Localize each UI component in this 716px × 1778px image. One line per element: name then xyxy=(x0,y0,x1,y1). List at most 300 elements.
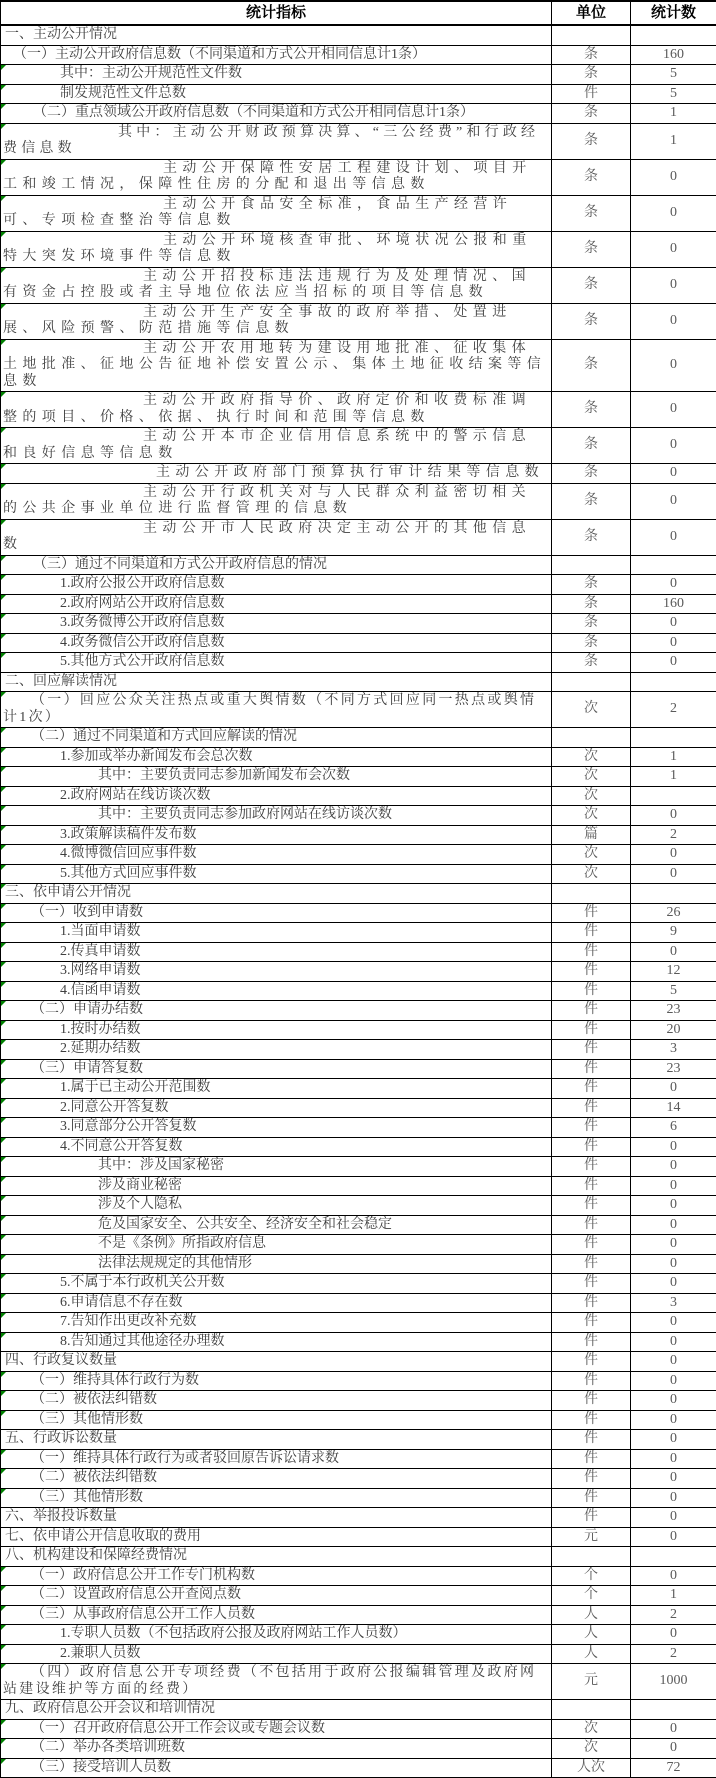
unit-cell: 件 xyxy=(552,1332,631,1352)
unit-cell: 条 xyxy=(552,575,631,595)
table-body xyxy=(1,25,716,1778)
header-row xyxy=(1,1,716,25)
table-row xyxy=(1,806,716,826)
count-cell: 0 xyxy=(631,464,716,484)
indicator-label: 六、举报投诉数量 xyxy=(5,1509,117,1524)
count-cell: 0 xyxy=(631,1566,716,1586)
count-cell: 5 xyxy=(631,981,716,1001)
cell-error-triangle-icon xyxy=(1,1196,6,1201)
cell-error-triangle-icon xyxy=(1,1313,6,1318)
indicator-cell xyxy=(1,1719,552,1739)
count-cell: 5 xyxy=(631,65,716,85)
count-cell: 0 xyxy=(631,231,716,267)
table-row xyxy=(1,1566,716,1586)
indicator-label: 五、行政诉讼数量 xyxy=(5,1431,117,1446)
indicator-cell xyxy=(1,1488,552,1508)
unit-cell: 次 xyxy=(552,1719,631,1739)
table-row xyxy=(1,1644,716,1664)
cell-error-triangle-icon xyxy=(1,923,6,928)
count-cell: 0 xyxy=(631,1137,716,1157)
table-row xyxy=(1,1488,716,1508)
indicator-cell xyxy=(1,594,552,614)
cell-error-triangle-icon xyxy=(1,556,6,561)
count-cell: 1 xyxy=(631,1586,716,1606)
table-row xyxy=(1,845,716,865)
indicator-cell xyxy=(1,159,552,195)
table-row xyxy=(1,981,716,1001)
indicator-label: 主动公开食品安全标准，食品生产经营许可、专项检查整治等信息数 xyxy=(3,197,512,229)
count-cell: 160 xyxy=(631,45,716,65)
count-cell: 14 xyxy=(631,1098,716,1118)
unit-cell: 条 xyxy=(552,267,631,303)
indicator-label: 主动公开保障性安居工程建设计划、项目开工和竣工情况，保障性住房的分配和退出等信息数 xyxy=(3,161,532,193)
indicator-label: （二）设置政府信息公开查阅点数 xyxy=(31,1587,241,1602)
indicator-label: 4.信函申请数 xyxy=(60,983,141,998)
indicator-cell xyxy=(1,1391,552,1411)
table-row xyxy=(1,159,716,195)
indicator-cell xyxy=(1,1215,552,1235)
cell-error-triangle-icon xyxy=(1,1450,6,1455)
count-cell: 1 xyxy=(631,123,716,159)
indicator-cell xyxy=(1,25,552,45)
table-row xyxy=(1,786,716,806)
count-cell: 0 xyxy=(631,1235,716,1255)
table-row xyxy=(1,1098,716,1118)
table-row xyxy=(1,1700,716,1720)
count-cell: 0 xyxy=(631,653,716,673)
table-row xyxy=(1,923,716,943)
unit-cell: 件 xyxy=(552,1352,631,1372)
table-row xyxy=(1,1137,716,1157)
indicator-label: （二）通过不同渠道和方式回应解读的情况 xyxy=(31,729,297,744)
count-cell: 0 xyxy=(631,1254,716,1274)
unit-cell xyxy=(552,1547,631,1567)
cell-error-triangle-icon xyxy=(1,1606,6,1611)
table-row xyxy=(1,575,716,595)
unit-cell: 件 xyxy=(552,962,631,982)
indicator-cell xyxy=(1,1157,552,1177)
col-header-count: 统计数 xyxy=(631,1,716,25)
table-row xyxy=(1,84,716,104)
count-cell xyxy=(631,555,716,575)
indicator-label: 其中：主要负责同志参加政府网站在线访谈次数 xyxy=(98,807,392,822)
unit-cell: 次 xyxy=(552,692,631,728)
cell-error-triangle-icon xyxy=(1,1060,6,1065)
table-row xyxy=(1,653,716,673)
indicator-label: 3.政务微博公开政府信息数 xyxy=(60,615,225,630)
indicator-cell xyxy=(1,825,552,845)
unit-cell: 件 xyxy=(552,1020,631,1040)
indicator-label: 4.不同意公开答复数 xyxy=(60,1139,183,1154)
count-cell: 23 xyxy=(631,1059,716,1079)
indicator-cell xyxy=(1,672,552,692)
col-header-indicator: 统计指标 xyxy=(1,1,552,25)
cell-error-triangle-icon xyxy=(1,1720,6,1725)
indicator-cell xyxy=(1,1449,552,1469)
count-cell: 1 xyxy=(631,767,716,787)
cell-error-triangle-icon xyxy=(1,982,6,987)
indicator-cell xyxy=(1,1274,552,1294)
indicator-cell xyxy=(1,555,552,575)
cell-error-triangle-icon xyxy=(1,1469,6,1474)
cell-error-triangle-icon xyxy=(1,520,6,525)
cell-error-triangle-icon xyxy=(1,692,6,697)
count-cell: 2 xyxy=(631,1605,716,1625)
indicator-label: 八、机构建设和保障经费情况 xyxy=(5,1548,187,1563)
unit-cell: 次 xyxy=(552,1739,631,1759)
indicator-label: 主动公开政府指导价、政府定价和收费标准调整的项目、价格、依据、执行时间和范围等信息数 xyxy=(3,393,531,425)
indicator-label: 2.延期办结数 xyxy=(60,1041,141,1056)
unit-cell: 人次 xyxy=(552,1758,631,1778)
cell-error-triangle-icon xyxy=(1,595,6,600)
indicator-label: 七、依申请公开信息收取的费用 xyxy=(5,1529,201,1544)
indicator-cell xyxy=(1,942,552,962)
count-cell: 6 xyxy=(631,1118,716,1138)
count-cell: 160 xyxy=(631,594,716,614)
count-cell: 23 xyxy=(631,1001,716,1021)
indicator-cell xyxy=(1,845,552,865)
unit-cell: 件 xyxy=(552,981,631,1001)
cell-error-triangle-icon xyxy=(1,865,6,870)
count-cell: 0 xyxy=(631,483,716,519)
count-cell: 3 xyxy=(631,1293,716,1313)
indicator-label: （一）主动公开政府信息数（不同渠道和方式公开相同信息计1条） xyxy=(13,47,426,62)
indicator-label: 主动公开政府部门预算执行审计结果等信息数 xyxy=(156,465,544,480)
table-row xyxy=(1,339,716,392)
count-cell: 0 xyxy=(631,1469,716,1489)
indicator-label: 涉及个人隐私 xyxy=(98,1197,182,1212)
indicator-label: 主动公开农用地转为建设用地批准、征收集体土地批准、征地公告征地补偿安置公示、集体土地征收结案等信息数 xyxy=(3,341,546,389)
count-cell: 9 xyxy=(631,923,716,943)
table-row xyxy=(1,633,716,653)
indicator-label: 危及国家安全、公共安全、经济安全和社会稳定 xyxy=(98,1217,392,1232)
indicator-cell xyxy=(1,1001,552,1021)
indicator-cell xyxy=(1,884,552,904)
table-row xyxy=(1,1079,716,1099)
table-row xyxy=(1,1274,716,1294)
indicator-label: 主动公开环境核查审批、环境状况公报和重特大突发环境事件等信息数 xyxy=(3,233,532,265)
unit-cell: 件 xyxy=(552,1430,631,1450)
unit-cell: 件 xyxy=(552,1196,631,1216)
unit-cell: 条 xyxy=(552,483,631,519)
cell-error-triangle-icon xyxy=(1,304,6,309)
unit-cell: 件 xyxy=(552,1254,631,1274)
count-cell: 0 xyxy=(631,845,716,865)
indicator-cell xyxy=(1,1371,552,1391)
unit-cell: 条 xyxy=(552,594,631,614)
cell-error-triangle-icon xyxy=(1,1099,6,1104)
table-row xyxy=(1,267,716,303)
cell-error-triangle-icon xyxy=(1,1333,6,1338)
table-row xyxy=(1,1719,716,1739)
indicator-cell xyxy=(1,1293,552,1313)
table-row xyxy=(1,1586,716,1606)
table-row xyxy=(1,25,716,45)
cell-error-triangle-icon xyxy=(1,104,6,109)
cell-error-triangle-icon xyxy=(1,1274,6,1279)
cell-error-triangle-icon xyxy=(1,748,6,753)
table-row xyxy=(1,1157,716,1177)
indicator-cell xyxy=(1,1410,552,1430)
count-cell: 0 xyxy=(631,1410,716,1430)
indicator-cell xyxy=(1,195,552,231)
indicator-cell xyxy=(1,1332,552,1352)
count-cell: 72 xyxy=(631,1758,716,1778)
indicator-label: （二）申请办结数 xyxy=(31,1002,143,1017)
cell-error-triangle-icon xyxy=(1,653,6,658)
indicator-label: 四、行政复议数量 xyxy=(5,1353,117,1368)
unit-cell: 条 xyxy=(552,159,631,195)
indicator-label: （一）召开政府信息公开工作会议或专题会议数 xyxy=(31,1721,325,1736)
unit-cell: 次 xyxy=(552,747,631,767)
cell-error-triangle-icon xyxy=(1,428,6,433)
indicator-label: 三、依申请公开情况 xyxy=(5,885,131,900)
indicator-cell xyxy=(1,1566,552,1586)
table-row xyxy=(1,1391,716,1411)
table-row xyxy=(1,767,716,787)
indicator-label: （三）通过不同渠道和方式公开政府信息的情况 xyxy=(33,557,327,572)
indicator-cell xyxy=(1,1313,552,1333)
unit-cell: 条 xyxy=(552,339,631,392)
unit-cell: 次 xyxy=(552,767,631,787)
indicator-label: 主动公开本市企业信用信息系统中的警示信息和良好信息等信息数 xyxy=(3,429,531,461)
count-cell: 0 xyxy=(631,1371,716,1391)
count-cell: 0 xyxy=(631,303,716,339)
indicator-label: 1.专职人员数（不包括政府公报及政府网站工作人员数） xyxy=(60,1626,407,1641)
table-row xyxy=(1,555,716,575)
indicator-label: 其中：涉及国家秘密 xyxy=(98,1158,224,1173)
indicator-cell xyxy=(1,303,552,339)
indicator-cell xyxy=(1,1059,552,1079)
count-cell: 0 xyxy=(631,1215,716,1235)
count-cell xyxy=(631,786,716,806)
table-row xyxy=(1,1332,716,1352)
table-row xyxy=(1,303,716,339)
count-cell: 0 xyxy=(631,1176,716,1196)
count-cell: 0 xyxy=(631,1352,716,1372)
cell-error-triangle-icon xyxy=(1,943,6,948)
indicator-cell xyxy=(1,1352,552,1372)
unit-cell: 件 xyxy=(552,1235,631,1255)
table-row xyxy=(1,1527,716,1547)
indicator-label: 二、回应解读情况 xyxy=(5,674,117,689)
cell-error-triangle-icon xyxy=(1,1586,6,1591)
unit-cell: 件 xyxy=(552,1410,631,1430)
count-cell: 0 xyxy=(631,428,716,464)
table-row xyxy=(1,614,716,634)
indicator-cell xyxy=(1,339,552,392)
indicator-cell xyxy=(1,981,552,1001)
indicator-label: 2.政府网站公开政府信息数 xyxy=(60,596,225,611)
cell-error-triangle-icon xyxy=(1,634,6,639)
unit-cell: 件 xyxy=(552,1313,631,1333)
indicator-cell xyxy=(1,1644,552,1664)
unit-cell: 件 xyxy=(552,1001,631,1021)
unit-cell: 次 xyxy=(552,806,631,826)
count-cell: 1000 xyxy=(631,1664,716,1700)
indicator-cell xyxy=(1,1700,552,1720)
indicator-cell xyxy=(1,392,552,428)
indicator-cell xyxy=(1,1430,552,1450)
cell-error-triangle-icon xyxy=(1,232,6,237)
count-cell: 0 xyxy=(631,1313,716,1333)
cell-error-triangle-icon xyxy=(1,845,6,850)
unit-cell: 件 xyxy=(552,1137,631,1157)
cell-error-triangle-icon xyxy=(1,1567,6,1572)
unit-cell: 条 xyxy=(552,45,631,65)
indicator-label: 3.同意部分公开答复数 xyxy=(60,1119,197,1134)
count-cell: 2 xyxy=(631,1644,716,1664)
cell-error-triangle-icon xyxy=(1,787,6,792)
unit-cell xyxy=(552,1700,631,1720)
unit-cell: 件 xyxy=(552,1293,631,1313)
indicator-label: （二）举办各类培训班数 xyxy=(31,1740,185,1755)
count-cell: 0 xyxy=(631,1391,716,1411)
count-cell: 0 xyxy=(631,1625,716,1645)
count-cell xyxy=(631,25,716,45)
table-row xyxy=(1,1625,716,1645)
indicator-cell xyxy=(1,653,552,673)
cell-error-triangle-icon xyxy=(1,1489,6,1494)
count-cell: 0 xyxy=(631,575,716,595)
indicator-cell xyxy=(1,1196,552,1216)
unit-cell: 个 xyxy=(552,1566,631,1586)
cell-error-triangle-icon xyxy=(1,575,6,580)
table-row xyxy=(1,1605,716,1625)
table-row xyxy=(1,728,716,748)
count-cell: 0 xyxy=(631,614,716,634)
count-cell xyxy=(631,672,716,692)
indicator-label: 4.政务微信公开政府信息数 xyxy=(60,635,225,650)
indicator-label: 主动公开生产安全事故的政府举措、处置进展、风险预警、防范措施等信息数 xyxy=(3,305,512,337)
table-row xyxy=(1,1547,716,1567)
cell-error-triangle-icon xyxy=(1,826,6,831)
cell-error-triangle-icon xyxy=(1,767,6,772)
indicator-cell xyxy=(1,104,552,124)
indicator-label: 不是《条例》所指政府信息 xyxy=(98,1236,266,1251)
cell-error-triangle-icon xyxy=(1,392,6,397)
cell-error-triangle-icon xyxy=(1,1294,6,1299)
indicator-cell xyxy=(1,786,552,806)
cell-error-triangle-icon xyxy=(1,1118,6,1123)
unit-cell: 件 xyxy=(552,1274,631,1294)
indicator-label: （一）收到申请数 xyxy=(31,905,143,920)
table-row xyxy=(1,962,716,982)
indicator-label: （一）维持具体行政行为或者驳回原告诉讼请求数 xyxy=(31,1451,339,1466)
table-row xyxy=(1,1664,716,1700)
cell-error-triangle-icon xyxy=(1,196,6,201)
table-row xyxy=(1,65,716,85)
count-cell: 0 xyxy=(631,1079,716,1099)
unit-cell: 件 xyxy=(552,1098,631,1118)
unit-cell: 件 xyxy=(552,903,631,923)
indicator-cell xyxy=(1,692,552,728)
indicator-label: 2.传真申请数 xyxy=(60,944,141,959)
count-cell: 0 xyxy=(631,1527,716,1547)
count-cell xyxy=(631,884,716,904)
unit-cell: 件 xyxy=(552,1449,631,1469)
table-row xyxy=(1,45,716,65)
cell-error-triangle-icon xyxy=(1,124,6,129)
count-cell: 26 xyxy=(631,903,716,923)
indicator-label: 5.不属于本行政机关公开数 xyxy=(60,1275,225,1290)
indicator-label: （二）被依法纠错数 xyxy=(31,1392,157,1407)
indicator-label: 6.申请信息不存在数 xyxy=(60,1295,183,1310)
cell-error-triangle-icon xyxy=(1,1664,6,1669)
table-row xyxy=(1,1469,716,1489)
count-cell: 0 xyxy=(631,942,716,962)
indicator-cell xyxy=(1,962,552,982)
cell-error-triangle-icon xyxy=(1,160,6,165)
table-row xyxy=(1,464,716,484)
indicator-cell xyxy=(1,84,552,104)
cell-error-triangle-icon xyxy=(1,1739,6,1744)
table-row xyxy=(1,1430,716,1450)
cell-error-triangle-icon xyxy=(1,962,6,967)
unit-cell: 次 xyxy=(552,786,631,806)
indicator-label: 涉及商业秘密 xyxy=(98,1178,182,1193)
indicator-label: 7.告知作出更改补充数 xyxy=(60,1314,197,1329)
cell-error-triangle-icon xyxy=(1,1138,6,1143)
cell-error-triangle-icon xyxy=(1,1255,6,1260)
indicator-label: （三）其他情形数 xyxy=(31,1490,143,1505)
indicator-label: 3.政策解读稿件发布数 xyxy=(60,827,197,842)
cell-error-triangle-icon xyxy=(1,464,6,469)
unit-cell: 件 xyxy=(552,1079,631,1099)
count-cell: 0 xyxy=(631,1488,716,1508)
count-cell: 0 xyxy=(631,633,716,653)
unit-cell xyxy=(552,555,631,575)
count-cell: 2 xyxy=(631,692,716,728)
count-cell: 0 xyxy=(631,1332,716,1352)
count-cell: 0 xyxy=(631,1739,716,1759)
unit-cell: 条 xyxy=(552,195,631,231)
table-row xyxy=(1,594,716,614)
count-cell: 0 xyxy=(631,1196,716,1216)
count-cell: 12 xyxy=(631,962,716,982)
unit-cell: 件 xyxy=(552,1371,631,1391)
unit-cell: 件 xyxy=(552,1488,631,1508)
indicator-label: 1.属于已主动公开范围数 xyxy=(60,1080,211,1095)
count-cell: 3 xyxy=(631,1040,716,1060)
table-row xyxy=(1,1739,716,1759)
unit-cell xyxy=(552,728,631,748)
table-row xyxy=(1,1001,716,1021)
unit-cell: 件 xyxy=(552,1469,631,1489)
indicator-cell xyxy=(1,464,552,484)
unit-cell xyxy=(552,25,631,45)
indicator-cell xyxy=(1,1605,552,1625)
unit-cell xyxy=(552,884,631,904)
table-row xyxy=(1,672,716,692)
indicator-cell xyxy=(1,1664,552,1700)
unit-cell: 条 xyxy=(552,428,631,464)
indicator-label: 1.政府公报公开政府信息数 xyxy=(60,576,225,591)
indicator-label: 法律法规规定的其他情形 xyxy=(98,1256,252,1271)
table-row xyxy=(1,864,716,884)
indicator-label: （一）回应公众关注热点或重大舆情数（不同方式回应同一热点或舆情计1次） xyxy=(3,693,536,725)
indicator-cell xyxy=(1,1625,552,1645)
indicator-label: （二）重点领域公开政府信息数（不同渠道和方式公开相同信息计1条） xyxy=(33,105,474,120)
count-cell: 0 xyxy=(631,195,716,231)
cell-error-triangle-icon xyxy=(1,1079,6,1084)
table-row xyxy=(1,747,716,767)
table-row xyxy=(1,903,716,923)
unit-cell: 人 xyxy=(552,1605,631,1625)
table-row xyxy=(1,1352,716,1372)
indicator-label: 4.微博微信回应事件数 xyxy=(60,846,197,861)
cell-error-triangle-icon xyxy=(1,904,6,909)
